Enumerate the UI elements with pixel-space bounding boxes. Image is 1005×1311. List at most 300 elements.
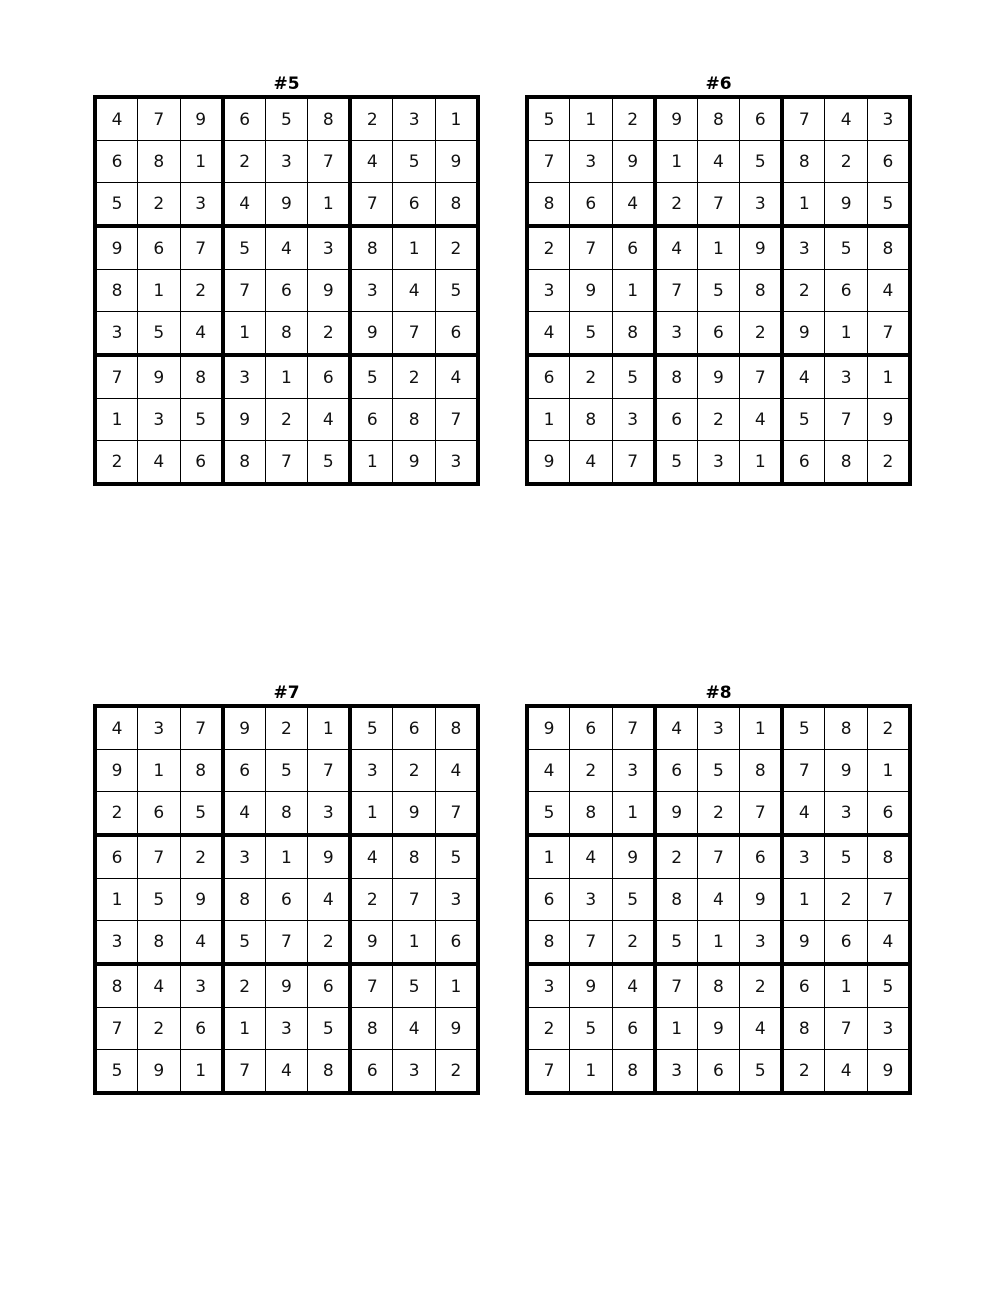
grid-cell: 9 <box>612 835 655 879</box>
grid-row <box>527 792 910 836</box>
grid-cell: 5 <box>265 97 308 141</box>
grid-cell: 1 <box>435 97 478 141</box>
grid-cell: 4 <box>825 1050 868 1094</box>
grid-cell: 1 <box>138 750 181 792</box>
grid-cell: 1 <box>697 226 740 270</box>
grid-cell: 5 <box>782 399 825 441</box>
grid-cell: 3 <box>265 141 308 183</box>
grid-cell: 9 <box>393 441 436 485</box>
grid-cell: 1 <box>655 1008 698 1050</box>
grid-cell: 9 <box>180 97 223 141</box>
grid-cell: 3 <box>435 441 478 485</box>
grid-cell: 7 <box>612 706 655 750</box>
grid-cell: 6 <box>740 835 783 879</box>
grid-cell: 8 <box>655 355 698 399</box>
grid-cell: 5 <box>180 399 223 441</box>
grid-cell: 1 <box>612 270 655 312</box>
grid-cell: 6 <box>867 141 910 183</box>
grid-cell: 3 <box>867 97 910 141</box>
puzzle-title: #7 <box>273 683 300 703</box>
grid-cell: 7 <box>527 1050 570 1094</box>
grid-cell: 8 <box>223 879 266 921</box>
grid-cell: 3 <box>697 441 740 485</box>
grid-cell: 1 <box>867 355 910 399</box>
grid-cell: 6 <box>265 270 308 312</box>
grid-row <box>527 441 910 485</box>
grid-cell: 3 <box>350 750 393 792</box>
grid-cell: 2 <box>612 921 655 965</box>
grid-cell: 6 <box>180 441 223 485</box>
sudoku-puzzle-7 <box>93 683 480 1095</box>
grid-cell: 1 <box>570 97 613 141</box>
grid-cell: 9 <box>350 312 393 356</box>
grid-row <box>527 964 910 1008</box>
grid-cell: 5 <box>527 97 570 141</box>
grid-cell: 4 <box>265 226 308 270</box>
grid-cell: 6 <box>867 792 910 836</box>
grid-cell: 5 <box>740 141 783 183</box>
grid-cell: 8 <box>350 226 393 270</box>
grid-cell: 3 <box>867 1008 910 1050</box>
grid-cell: 2 <box>393 750 436 792</box>
grid-cell: 1 <box>223 1008 266 1050</box>
grid-cell: 6 <box>612 1008 655 1050</box>
grid-cell: 4 <box>697 879 740 921</box>
grid-cell: 5 <box>655 441 698 485</box>
grid-cell: 3 <box>138 706 181 750</box>
grid-cell: 5 <box>612 879 655 921</box>
grid-cell: 3 <box>655 312 698 356</box>
grid-cell: 9 <box>138 1050 181 1094</box>
grid-cell: 9 <box>867 399 910 441</box>
grid-cell: 6 <box>393 706 436 750</box>
grid-cell: 4 <box>655 226 698 270</box>
grid-cell: 1 <box>223 312 266 356</box>
sudoku-puzzle-8 <box>525 683 912 1095</box>
grid-cell: 8 <box>825 441 868 485</box>
grid-cell: 4 <box>393 1008 436 1050</box>
grid-cell: 4 <box>570 441 613 485</box>
grid-cell: 6 <box>435 312 478 356</box>
grid-row <box>95 964 478 1008</box>
grid-cell: 6 <box>697 1050 740 1094</box>
grid-row <box>527 183 910 227</box>
grid-cell: 1 <box>95 879 138 921</box>
grid-cell: 2 <box>740 312 783 356</box>
grid-cell: 9 <box>867 1050 910 1094</box>
grid-cell: 8 <box>95 964 138 1008</box>
grid-cell: 7 <box>697 183 740 227</box>
grid-cell: 4 <box>435 355 478 399</box>
grid-cell: 5 <box>350 706 393 750</box>
grid-row <box>95 355 478 399</box>
grid-cell: 2 <box>655 183 698 227</box>
grid-cell: 7 <box>697 835 740 879</box>
grid-cell: 7 <box>435 399 478 441</box>
grid-cell: 4 <box>740 1008 783 1050</box>
grid-row <box>95 835 478 879</box>
grid-cell: 8 <box>570 399 613 441</box>
grid-row <box>527 750 910 792</box>
grid-cell: 4 <box>350 141 393 183</box>
grid-cell: 7 <box>825 399 868 441</box>
grid-cell: 9 <box>782 921 825 965</box>
grid-cell: 7 <box>655 270 698 312</box>
grid-cell: 4 <box>612 183 655 227</box>
grid-cell: 2 <box>435 1050 478 1094</box>
grid-cell: 4 <box>697 141 740 183</box>
grid-cell: 6 <box>740 97 783 141</box>
grid-cell: 7 <box>435 792 478 836</box>
grid-cell: 9 <box>223 706 266 750</box>
grid-cell: 2 <box>138 1008 181 1050</box>
grid-cell: 8 <box>138 921 181 965</box>
grid-cell: 8 <box>697 964 740 1008</box>
grid-cell: 9 <box>350 921 393 965</box>
grid-cell: 1 <box>138 270 181 312</box>
grid-row <box>95 441 478 485</box>
grid-cell: 3 <box>223 835 266 879</box>
grid-cell: 3 <box>350 270 393 312</box>
grid-cell: 5 <box>825 835 868 879</box>
grid-cell: 7 <box>180 226 223 270</box>
grid-cell: 4 <box>308 399 351 441</box>
grid-cell: 6 <box>527 879 570 921</box>
grid-cell: 1 <box>740 706 783 750</box>
grid-cell: 3 <box>740 183 783 227</box>
grid-cell: 5 <box>393 141 436 183</box>
grid-cell: 9 <box>180 879 223 921</box>
grid-cell: 6 <box>697 312 740 356</box>
grid-row <box>95 226 478 270</box>
grid-cell: 2 <box>697 399 740 441</box>
sudoku-grid <box>93 704 480 1095</box>
grid-cell: 4 <box>350 835 393 879</box>
grid-cell: 4 <box>435 750 478 792</box>
grid-cell: 3 <box>570 879 613 921</box>
grid-cell: 3 <box>782 226 825 270</box>
grid-cell: 2 <box>612 97 655 141</box>
grid-row <box>95 312 478 356</box>
grid-cell: 9 <box>265 183 308 227</box>
sudoku-puzzle-5 <box>93 74 480 486</box>
grid-row <box>527 270 910 312</box>
grid-cell: 4 <box>825 97 868 141</box>
grid-cell: 8 <box>265 792 308 836</box>
grid-cell: 2 <box>825 879 868 921</box>
grid-cell: 2 <box>350 97 393 141</box>
grid-row <box>527 1008 910 1050</box>
grid-cell: 7 <box>265 441 308 485</box>
grid-row <box>95 97 478 141</box>
grid-row <box>527 399 910 441</box>
grid-row <box>527 835 910 879</box>
grid-cell: 7 <box>223 1050 266 1094</box>
grid-cell: 9 <box>527 706 570 750</box>
grid-cell: 6 <box>393 183 436 227</box>
grid-cell: 1 <box>570 1050 613 1094</box>
grid-cell: 5 <box>308 1008 351 1050</box>
grid-cell: 1 <box>782 183 825 227</box>
grid-cell: 7 <box>180 706 223 750</box>
grid-cell: 3 <box>95 921 138 965</box>
grid-cell: 9 <box>825 183 868 227</box>
grid-cell: 4 <box>180 921 223 965</box>
grid-cell: 4 <box>867 270 910 312</box>
grid-row <box>95 750 478 792</box>
grid-cell: 6 <box>782 964 825 1008</box>
grid-cell: 4 <box>527 750 570 792</box>
grid-cell: 7 <box>308 141 351 183</box>
grid-cell: 3 <box>180 964 223 1008</box>
grid-cell: 3 <box>527 964 570 1008</box>
grid-cell: 2 <box>655 835 698 879</box>
grid-cell: 1 <box>95 399 138 441</box>
grid-cell: 6 <box>527 355 570 399</box>
grid-cell: 1 <box>825 312 868 356</box>
grid-row <box>95 141 478 183</box>
grid-cell: 7 <box>782 750 825 792</box>
grid-cell: 9 <box>612 141 655 183</box>
grid-row <box>527 97 910 141</box>
grid-cell: 6 <box>570 183 613 227</box>
grid-cell: 8 <box>867 835 910 879</box>
grid-row <box>95 1008 478 1050</box>
grid-cell: 2 <box>223 964 266 1008</box>
grid-cell: 4 <box>782 792 825 836</box>
grid-cell: 2 <box>867 706 910 750</box>
grid-cell: 2 <box>393 355 436 399</box>
grid-cell: 4 <box>95 706 138 750</box>
grid-cell: 8 <box>782 1008 825 1050</box>
grid-cell: 1 <box>527 835 570 879</box>
grid-cell: 3 <box>180 183 223 227</box>
grid-cell: 1 <box>180 1050 223 1094</box>
grid-cell: 8 <box>393 399 436 441</box>
grid-cell: 3 <box>435 879 478 921</box>
grid-cell: 7 <box>570 921 613 965</box>
grid-cell: 7 <box>782 97 825 141</box>
grid-cell: 8 <box>180 355 223 399</box>
grid-cell: 3 <box>308 792 351 836</box>
grid-cell: 6 <box>138 792 181 836</box>
grid-cell: 1 <box>393 921 436 965</box>
grid-cell: 6 <box>655 399 698 441</box>
grid-cell: 7 <box>825 1008 868 1050</box>
grid-cell: 4 <box>138 441 181 485</box>
grid-cell: 5 <box>570 1008 613 1050</box>
grid-cell: 9 <box>435 1008 478 1050</box>
grid-cell: 9 <box>697 1008 740 1050</box>
grid-cell: 9 <box>308 270 351 312</box>
grid-cell: 7 <box>95 355 138 399</box>
grid-cell: 6 <box>138 226 181 270</box>
grid-cell: 4 <box>867 921 910 965</box>
grid-cell: 7 <box>570 226 613 270</box>
grid-cell: 6 <box>435 921 478 965</box>
grid-cell: 5 <box>138 879 181 921</box>
grid-cell: 4 <box>138 964 181 1008</box>
grid-cell: 4 <box>180 312 223 356</box>
grid-cell: 6 <box>308 964 351 1008</box>
grid-cell: 1 <box>393 226 436 270</box>
grid-cell: 7 <box>393 312 436 356</box>
grid-cell: 2 <box>308 921 351 965</box>
grid-cell: 4 <box>570 835 613 879</box>
grid-cell: 2 <box>223 141 266 183</box>
grid-cell: 7 <box>527 141 570 183</box>
grid-cell: 9 <box>740 879 783 921</box>
grid-row <box>527 226 910 270</box>
grid-cell: 8 <box>697 97 740 141</box>
grid-cell: 1 <box>350 792 393 836</box>
grid-cell: 2 <box>697 792 740 836</box>
grid-cell: 4 <box>527 312 570 356</box>
grid-cell: 8 <box>265 312 308 356</box>
grid-row <box>95 921 478 965</box>
grid-row <box>527 141 910 183</box>
grid-cell: 8 <box>435 183 478 227</box>
grid-cell: 5 <box>223 921 266 965</box>
grid-cell: 6 <box>825 921 868 965</box>
grid-row <box>527 1050 910 1094</box>
grid-cell: 6 <box>350 399 393 441</box>
grid-cell: 5 <box>867 183 910 227</box>
grid-cell: 1 <box>435 964 478 1008</box>
grid-cell: 6 <box>265 879 308 921</box>
grid-cell: 2 <box>95 441 138 485</box>
grid-cell: 1 <box>825 964 868 1008</box>
grid-cell: 4 <box>223 183 266 227</box>
grid-cell: 2 <box>867 441 910 485</box>
puzzle-title: #8 <box>705 683 732 703</box>
grid-cell: 3 <box>527 270 570 312</box>
grid-cell: 2 <box>350 879 393 921</box>
grid-cell: 3 <box>697 706 740 750</box>
grid-cell: 5 <box>393 964 436 1008</box>
grid-row <box>527 706 910 750</box>
grid-cell: 9 <box>655 97 698 141</box>
grid-cell: 9 <box>570 964 613 1008</box>
grid-cell: 1 <box>867 750 910 792</box>
grid-cell: 8 <box>867 226 910 270</box>
grid-cell: 6 <box>570 706 613 750</box>
grid-row <box>95 792 478 836</box>
grid-cell: 8 <box>180 750 223 792</box>
grid-cell: 3 <box>265 1008 308 1050</box>
grid-cell: 6 <box>825 270 868 312</box>
grid-cell: 3 <box>740 921 783 965</box>
grid-cell: 5 <box>435 835 478 879</box>
grid-cell: 2 <box>308 312 351 356</box>
grid-cell: 7 <box>612 441 655 485</box>
grid-cell: 8 <box>825 706 868 750</box>
grid-cell: 2 <box>825 141 868 183</box>
grid-cell: 4 <box>655 706 698 750</box>
grid-cell: 2 <box>95 792 138 836</box>
grid-row <box>95 1050 478 1094</box>
grid-cell: 5 <box>867 964 910 1008</box>
grid-cell: 2 <box>435 226 478 270</box>
grid-cell: 8 <box>138 141 181 183</box>
grid-cell: 9 <box>95 226 138 270</box>
grid-cell: 4 <box>393 270 436 312</box>
grid-cell: 4 <box>223 792 266 836</box>
grid-cell: 6 <box>223 97 266 141</box>
grid-cell: 1 <box>740 441 783 485</box>
grid-cell: 3 <box>655 1050 698 1094</box>
grid-cell: 2 <box>570 355 613 399</box>
grid-cell: 9 <box>740 226 783 270</box>
grid-cell: 2 <box>180 835 223 879</box>
grid-cell: 4 <box>308 879 351 921</box>
grid-cell: 9 <box>265 964 308 1008</box>
grid-cell: 5 <box>95 183 138 227</box>
grid-cell: 7 <box>393 879 436 921</box>
grid-cell: 3 <box>138 399 181 441</box>
grid-cell: 3 <box>782 835 825 879</box>
grid-cell: 9 <box>138 355 181 399</box>
grid-cell: 6 <box>308 355 351 399</box>
grid-cell: 8 <box>612 312 655 356</box>
grid-cell: 9 <box>825 750 868 792</box>
grid-cell: 2 <box>570 750 613 792</box>
sudoku-puzzle-6 <box>525 74 912 486</box>
grid-cell: 5 <box>740 1050 783 1094</box>
grid-row <box>95 879 478 921</box>
grid-cell: 8 <box>782 141 825 183</box>
grid-cell: 9 <box>570 270 613 312</box>
grid-cell: 4 <box>612 964 655 1008</box>
grid-cell: 2 <box>527 226 570 270</box>
grid-cell: 4 <box>782 355 825 399</box>
sudoku-grid <box>525 704 912 1095</box>
grid-cell: 7 <box>867 312 910 356</box>
grid-cell: 8 <box>527 921 570 965</box>
grid-cell: 9 <box>308 835 351 879</box>
grid-cell: 1 <box>527 399 570 441</box>
grid-cell: 6 <box>350 1050 393 1094</box>
grid-cell: 5 <box>612 355 655 399</box>
grid-cell: 1 <box>655 141 698 183</box>
grid-cell: 6 <box>180 1008 223 1050</box>
puzzle-title: #5 <box>273 74 300 94</box>
grid-row <box>95 399 478 441</box>
sudoku-grid <box>525 95 912 486</box>
grid-cell: 2 <box>138 183 181 227</box>
grid-cell: 7 <box>655 964 698 1008</box>
grid-cell: 7 <box>138 835 181 879</box>
grid-cell: 2 <box>265 706 308 750</box>
grid-cell: 1 <box>308 706 351 750</box>
grid-cell: 7 <box>223 270 266 312</box>
grid-cell: 1 <box>350 441 393 485</box>
grid-cell: 2 <box>527 1008 570 1050</box>
puzzle-title: #6 <box>705 74 732 94</box>
grid-cell: 3 <box>223 355 266 399</box>
grid-cell: 7 <box>350 964 393 1008</box>
grid-cell: 8 <box>393 835 436 879</box>
grid-row <box>527 921 910 965</box>
grid-cell: 6 <box>223 750 266 792</box>
grid-cell: 4 <box>95 97 138 141</box>
grid-cell: 1 <box>180 141 223 183</box>
grid-cell: 3 <box>570 141 613 183</box>
grid-cell: 5 <box>350 355 393 399</box>
grid-cell: 3 <box>95 312 138 356</box>
grid-cell: 5 <box>435 270 478 312</box>
grid-cell: 8 <box>740 750 783 792</box>
